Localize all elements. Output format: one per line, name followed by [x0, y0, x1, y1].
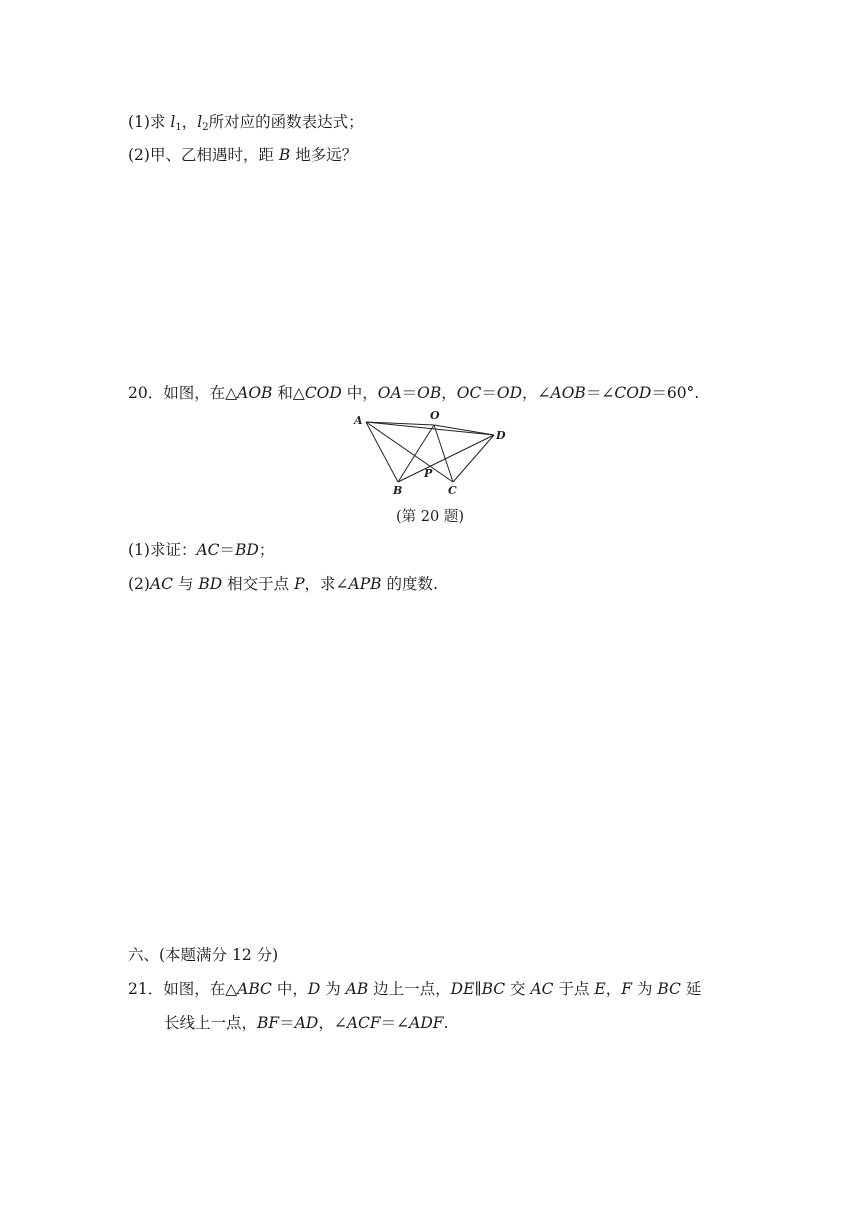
- q20-part2: (2)AC 与 BD 相交于点 P，求∠APB 的度数.: [128, 575, 438, 593]
- q19-part2: (2)甲、乙相遇时，距 B 地多远？: [128, 146, 358, 164]
- q21-stem-line2: 长线上一点，BF＝AD，∠ACF＝∠ADF.: [164, 1014, 449, 1032]
- segment-AD: [366, 422, 494, 435]
- q19-part1: (1)求 $l_1$，$l_2$所对应的函数表达式；: [128, 113, 364, 133]
- segment-AB: [366, 422, 398, 482]
- segment-DC: [453, 435, 494, 482]
- q20-figure-caption: (第 20 题): [396, 509, 464, 525]
- label-O: O: [430, 409, 440, 422]
- label-A: A: [354, 414, 363, 427]
- q20-geometry-figure: [350, 410, 510, 500]
- section-6-title: 六、(本题满分 12 分): [128, 946, 279, 964]
- q20-stem: 20．如图，在△AOB 和△COD 中，OA＝OB，OC＝OD，∠AOB＝∠COD＝60°.: [128, 384, 700, 402]
- q21-stem-line1: 21．如图，在△ABC 中，D 为 AB 边上一点，DE∥BC 交 AC 于点 E，F 为 BC 延: [128, 980, 702, 998]
- q20-figure-svg: [350, 410, 510, 500]
- label-P: P: [424, 467, 433, 480]
- segment-OC: [434, 425, 453, 482]
- segment-AC: [366, 422, 453, 482]
- label-B: B: [393, 484, 403, 497]
- label-C: C: [448, 484, 457, 497]
- label-D: D: [496, 429, 506, 442]
- q20-part1: (1)求证：AC＝BD；: [128, 541, 275, 559]
